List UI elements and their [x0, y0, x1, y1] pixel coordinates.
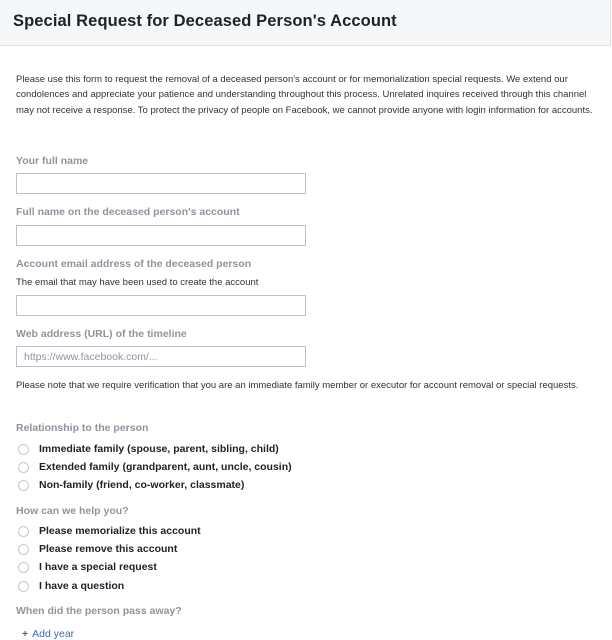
plus-icon: + [22, 628, 29, 640]
radio-non-family[interactable] [16, 477, 244, 493]
full-name-input[interactable] [16, 173, 306, 194]
radio-label: Please memorialize this account [39, 525, 201, 537]
add-year-label: Add year [32, 628, 75, 640]
radio-label: Extended family (grandparent, aunt, uncle, cousin) [39, 461, 292, 473]
email-sublabel: The email that may have been used to create the account [16, 277, 259, 288]
pass-away-label: When did the person pass away? [16, 605, 182, 617]
radio-memorialize[interactable] [16, 523, 201, 539]
radio-label: Immediate family (spouse, parent, sibling, child) [39, 443, 279, 455]
verification-note: Please note that we require verification that you are an immediate family member or executor for account removal or special requests. [16, 380, 579, 391]
radio-label: Please remove this account [39, 543, 178, 555]
radio-immediate-family[interactable] [16, 441, 279, 457]
email-label: Account email address of the deceased person [16, 258, 252, 270]
page-title: Special Request for Deceased Person's Account [13, 12, 397, 30]
radio-special-request[interactable] [16, 559, 157, 575]
radio-circle-icon[interactable] [18, 562, 29, 573]
radio-circle-icon[interactable] [18, 480, 29, 491]
full-name-label: Your full name [16, 155, 89, 167]
deceased-name-label: Full name on the deceased person's account [16, 206, 240, 218]
form-header [0, 0, 611, 46]
radio-label: I have a special request [39, 561, 157, 573]
radio-label: Non-family (friend, co-worker, classmate) [39, 479, 245, 491]
relationship-label: Relationship to the person [16, 422, 149, 434]
radio-question[interactable] [16, 578, 124, 594]
deceased-name-input[interactable] [16, 225, 306, 246]
radio-circle-icon[interactable] [18, 526, 29, 537]
email-input[interactable] [16, 295, 306, 316]
radio-remove[interactable] [16, 541, 177, 557]
intro-text: Please use this form to request the removal of a deceased person's account or for memorialization special requests. We extend our condolences and appreciate your patience and understanding throughout this process. Unrelated inquires received through this channel may not receive a response. To protect the privacy of people on Facebook, we cannot provide anyone with login information for accounts. [16, 74, 593, 116]
url-input[interactable] [16, 346, 306, 367]
radio-extended-family[interactable] [16, 459, 292, 475]
radio-circle-icon[interactable] [18, 462, 29, 473]
radio-label: I have a question [39, 580, 125, 592]
radio-circle-icon[interactable] [18, 544, 29, 555]
help-label: How can we help you? [16, 505, 129, 517]
radio-circle-icon[interactable] [18, 581, 29, 592]
url-label: Web address (URL) of the timeline [16, 328, 187, 340]
radio-circle-icon[interactable] [18, 444, 29, 455]
add-year-link[interactable] [22, 628, 74, 640]
